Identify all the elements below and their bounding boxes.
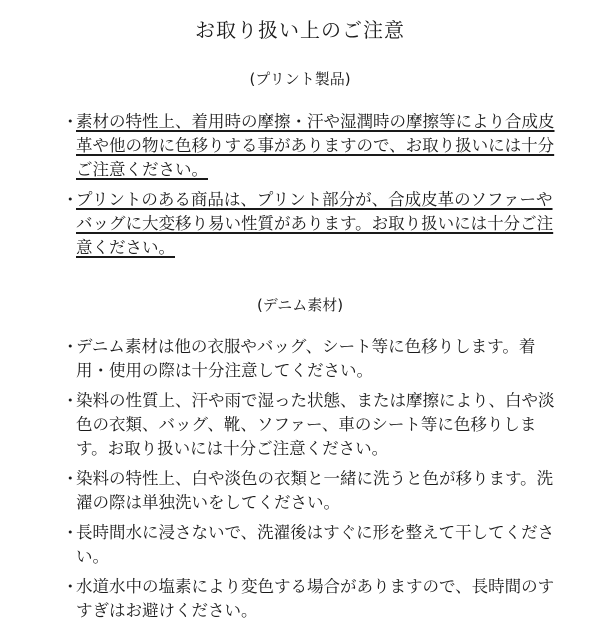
list-item-text: プリントのある商品は、プリント部分が、合成皮革のソファーやバッグに大変移り易い性質があります。お取り扱いには十分ご注意ください。 <box>76 190 554 257</box>
list-item <box>62 335 562 383</box>
list-item <box>62 575 562 623</box>
list-item-text: 水道水中の塩素により変色する場合がありますので、長時間のすすぎはお避けください。 <box>76 577 555 620</box>
print-notes-list <box>62 110 562 266</box>
list-item-text: 染料の性質上、汗や雨で湿った状態、または摩擦により、白や淡色の衣類、バッグ、靴、ソファー、車のシート等に色移りします。お取り扱いには十分ご注意ください。 <box>76 391 555 458</box>
section-heading-denim: (デニム素材) <box>256 296 344 314</box>
list-item <box>62 389 562 461</box>
page-title: お取り扱い上のご注意 <box>195 18 405 42</box>
bullet-icon: ・ <box>62 391 79 410</box>
bullet-icon: ・ <box>62 190 79 209</box>
bullet-icon: ・ <box>62 337 79 356</box>
list-item-text: 長時間水に浸さないで、洗濯後はすぐに形を整えて干してください。 <box>76 523 555 566</box>
list-item-text: 素材の特性上、着用時の摩擦・汗や湿潤時の摩擦等により合成皮革や他の物に色移りする事がありますので、お取り扱いには十分ご注意ください。 <box>76 112 555 179</box>
list-item-text: デニム素材は他の衣服やバッグ、シート等に色移りします。着用・使用の際は十分注意してください。 <box>76 337 536 380</box>
list-item <box>62 467 562 515</box>
bullet-icon: ・ <box>62 112 79 131</box>
list-item <box>62 521 562 569</box>
bullet-icon: ・ <box>62 577 79 596</box>
list-item-text: 染料の特性上、白や淡色の衣類と一緒に洗うと色が移ります。洗濯の際は単独洗いをしてください。 <box>76 469 554 512</box>
section-heading-print: (プリント製品) <box>249 70 351 88</box>
bullet-icon: ・ <box>62 469 79 488</box>
list-item <box>62 110 562 182</box>
denim-notes-list <box>62 335 562 629</box>
bullet-icon: ・ <box>62 523 79 542</box>
list-item <box>62 188 562 260</box>
